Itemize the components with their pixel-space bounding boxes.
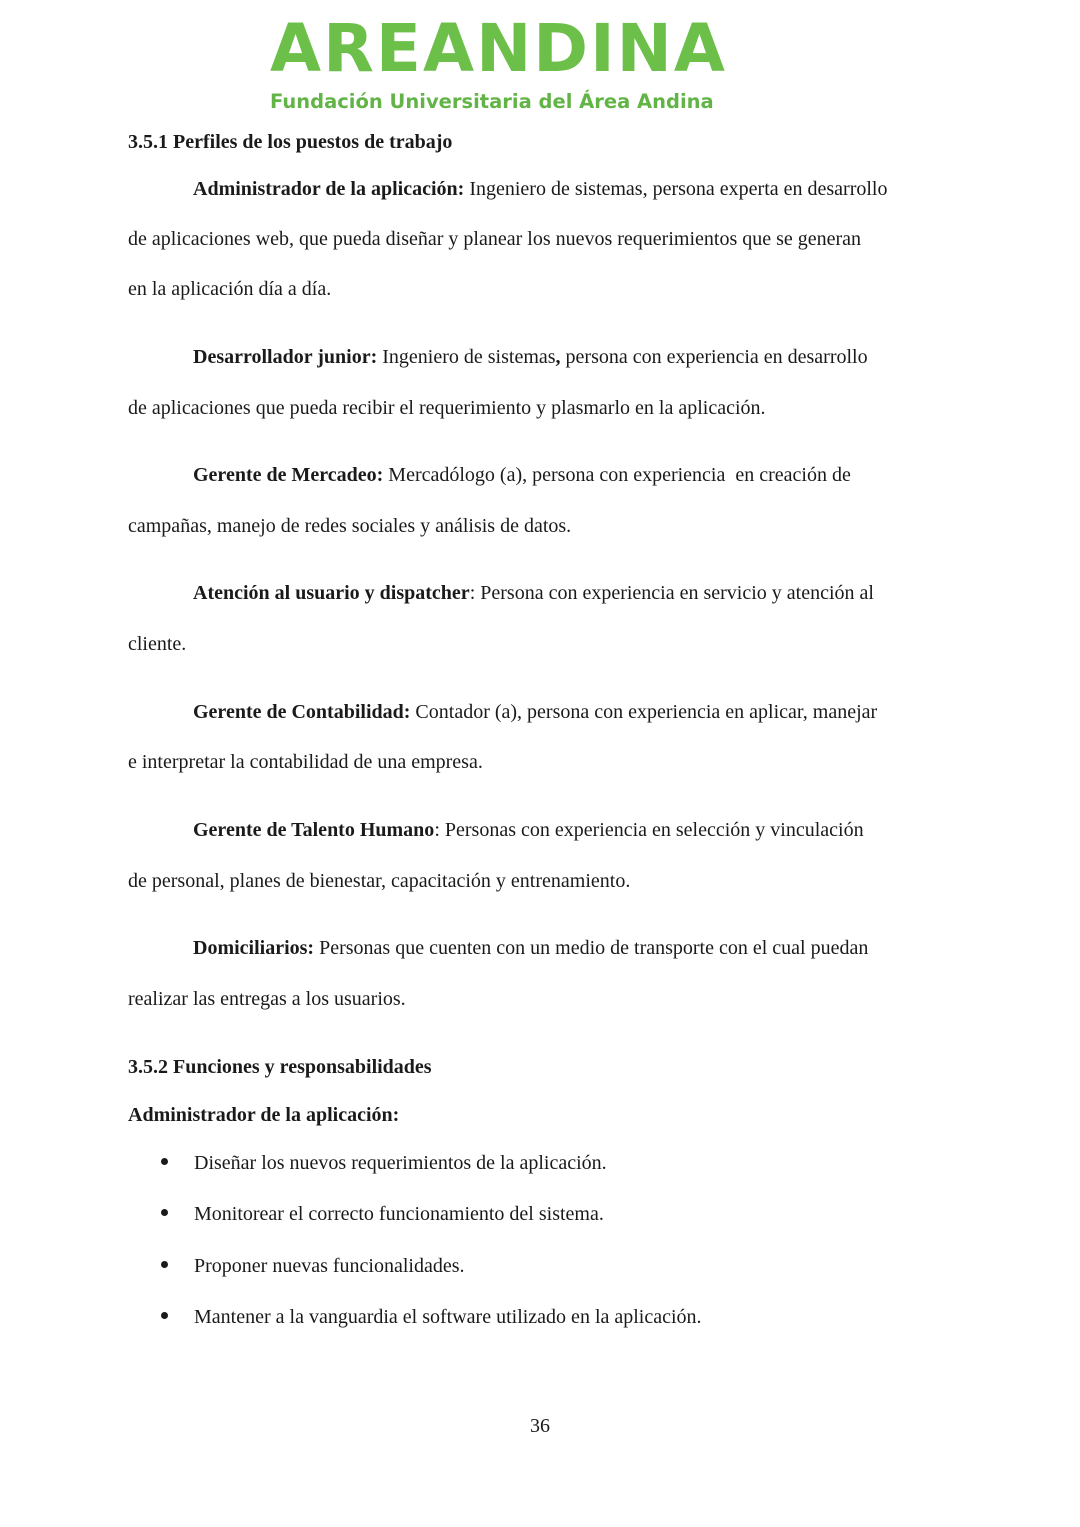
profile-atencion [193, 581, 874, 605]
section-heading-funciones: 3.5.2 Funciones y responsabilidades [128, 1056, 432, 1078]
logo-wordmark: AREANDINA [270, 10, 727, 87]
profile-text: de aplicaciones web, que pueda diseñar y planear los nuevos requerimientos que se generan [128, 228, 862, 250]
profile-text: persona con experiencia en desarrollo [560, 346, 868, 368]
profile-title: Desarrollador junior: [193, 346, 378, 368]
profile-text: e interpretar la contabilidad de una empresa. [128, 751, 483, 773]
list-item: Monitorear el correcto funcionamiento del sistema. [194, 1203, 604, 1225]
profile-talento-humano [193, 818, 864, 842]
profile-text: Contador (a), persona con experiencia en aplicar, manejar [410, 701, 878, 723]
profile-title: Domiciliarios: [193, 937, 315, 959]
list-item: Proponer nuevas funcionalidades. [194, 1255, 465, 1277]
profile-text: campañas, manejo de redes sociales y análisis de datos. [128, 515, 572, 537]
profile-text: Ingeniero de sistemas [377, 346, 556, 368]
profile-text: Ingeniero de sistemas, persona experta en desarrollo [464, 178, 888, 200]
subheading-administrador: Administrador de la aplicación: [128, 1104, 400, 1126]
profile-text: Personas que cuenten con un medio de transporte con el cual puedan [314, 937, 869, 959]
list-item: Mantener a la vanguardia el software utilizado en la aplicación. [194, 1306, 702, 1328]
profile-contabilidad [193, 700, 877, 724]
profile-text: : Personas con experiencia en selección y vinculación [434, 819, 864, 841]
profile-text: cliente. [128, 633, 187, 655]
bullet-dot [161, 1158, 168, 1165]
bullet-dot [161, 1261, 168, 1268]
logo-subtitle: Fundación Universitaria del Área Andina [270, 90, 714, 113]
bullet-dot [161, 1312, 168, 1319]
bullet-dot [161, 1209, 168, 1216]
profile-title: Gerente de Talento Humano [193, 819, 435, 841]
profile-title: Atención al usuario y dispatcher [193, 582, 470, 604]
profile-text: : Persona con experiencia en servicio y atención al [469, 582, 874, 604]
profile-title: Gerente de Contabilidad: [193, 701, 411, 723]
section-heading-perfiles: 3.5.1 Perfiles de los puestos de trabajo [128, 131, 453, 153]
profile-mercadeo [193, 463, 851, 487]
profile-text: realizar las entregas a los usuarios. [128, 988, 406, 1010]
profile-administrador [193, 177, 888, 201]
profile-title: Gerente de Mercadeo: [193, 464, 384, 486]
list-item: Diseñar los nuevos requerimientos de la aplicación. [194, 1152, 607, 1174]
profile-comma: , [555, 346, 561, 368]
profile-text: de aplicaciones que pueda recibir el requerimiento y plasmarlo en la aplicación. [128, 397, 766, 419]
profile-title: Administrador de la aplicación: [193, 178, 465, 200]
profile-text: en la aplicación día a día. [128, 278, 332, 300]
areandina-logo [270, 6, 727, 118]
profile-text: de personal, planes de bienestar, capacitación y entrenamiento. [128, 870, 631, 892]
profile-text: Mercadólogo (a), persona con experiencia en creación de [383, 464, 851, 486]
profile-domiciliarios [193, 936, 868, 960]
page-number: 36 [530, 1415, 550, 1437]
profile-desarrollador [193, 345, 868, 369]
